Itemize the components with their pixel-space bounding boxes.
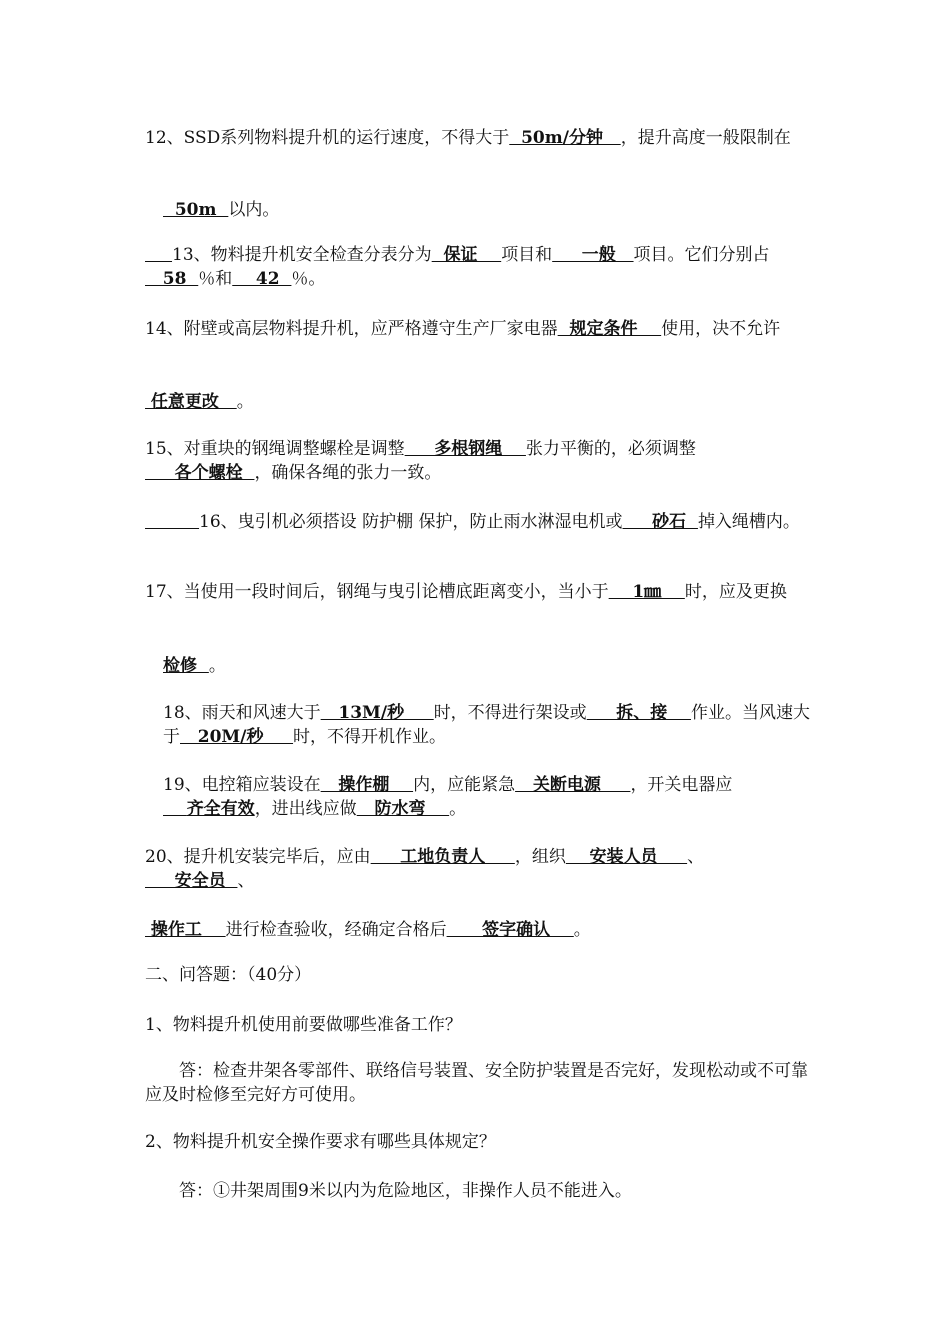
question-14-line2: 任意更改 。 <box>145 392 254 412</box>
answer-blank <box>163 799 187 819</box>
question-17-line1: 17、当使用一段时间后，钢绳与曳引论槽底距离变小，当小于 1㎜ 时，应及更换 <box>145 582 787 602</box>
question-13: 13、物料提升机安全检查分表分为 保证 项目和 一般 项目。它们分别占 58 ％和 42 ％。 <box>145 245 770 289</box>
answer-blank: 检修 <box>163 656 209 676</box>
question-12-line1: 12、SSD系列物料提升机的运行速度，不得大于 50m/分钟 ，提升高度一般限制在 <box>145 128 791 148</box>
question-15: 15、对重块的钢绳调整螺栓是调整 多根钢绳 张力平衡的，必须调整 各个螺栓 ，确保各绳的张力一致。 <box>145 439 696 483</box>
qa-2-answer: 答：①井架周围9米以内为危险地区，非操作人员不能进入。 <box>179 1181 632 1201</box>
answer-blank: 防水弯 <box>356 799 450 819</box>
qa-2-question: 2、物料提升机安全操作要求有哪些具体规定？ <box>145 1132 496 1152</box>
answer-blank: 保证 <box>431 245 502 265</box>
section-heading: 二、问答题：（40分） <box>145 965 312 985</box>
question-17-line2: 检修 。 <box>163 656 226 676</box>
answer-blank: 砂石 <box>622 512 698 532</box>
answer-blank: 签字确认 <box>446 920 574 940</box>
answer-blank: 齐全有效 <box>186 799 255 819</box>
answer-blank: 工地负责人 <box>370 847 515 867</box>
answer-blank: 安装人员 <box>565 847 688 867</box>
question-20-line1: 20、提升机安装完毕后，应由 工地负责人 ，组织 安装人员 、 安全员 、 <box>145 847 705 891</box>
answer-blank: 规定条件 <box>557 319 662 339</box>
answer-blank: 拆、接 <box>586 703 691 723</box>
question-18: 18、雨天和风速大于 13M/秒 时，不得进行架设或 拆、接 作业。当风速大于 20M/秒 时，不得开机作业。 <box>163 703 810 747</box>
question-14-line1: 14、附壁或高层物料提升机，应严格遵守生产厂家电器 规定条件 使用，决不允许 <box>145 319 781 339</box>
answer-blank: 50m <box>163 200 229 220</box>
qa-1-answer: 答：检查井架各零部件、联络信号装置、安全防护装置是否完好，发现松动或不可靠应及时检修至完好方可使用。 <box>145 1061 808 1105</box>
answer-blank: 50m/分钟 <box>509 128 621 148</box>
answer-blank: 各个螺栓 <box>145 463 255 483</box>
answer-blank: 1㎜ <box>608 582 685 602</box>
answer-blank: 操作棚 <box>320 775 414 795</box>
question-12-line2: 50m 以内。 <box>163 200 280 220</box>
answer-blank: 安全员 <box>145 871 238 891</box>
question-16: 16、曳引机必须搭设 防护棚 保护，防止雨水淋湿电机或 砂石 掉入绳槽内。 <box>199 512 800 532</box>
answer-blank: 多根钢绳 <box>404 439 526 459</box>
answer-blank: 操作工 <box>145 920 226 940</box>
answer-blank: 42 <box>232 269 292 289</box>
qa-1-question: 1、物料提升机使用前要做哪些准备工作？ <box>145 1015 462 1035</box>
answer-blank: 13M/秒 <box>320 703 434 723</box>
answer-blank: 20M/秒 <box>180 727 294 747</box>
answer-blank: 关断电源 <box>515 775 631 795</box>
answer-blank: 任意更改 <box>145 392 237 412</box>
answer-blank: 一般 <box>552 245 634 265</box>
answer-blank: 58 <box>145 269 199 289</box>
question-19: 19、电控箱应装设在 操作棚 内，应能紧急 关断电源 ，开关电器应 齐全有效，进出线应做 防水弯 。 <box>163 775 733 819</box>
question-20-line2: 操作工 进行检查验收，经确定合格后 签字确认 。 <box>145 920 591 940</box>
